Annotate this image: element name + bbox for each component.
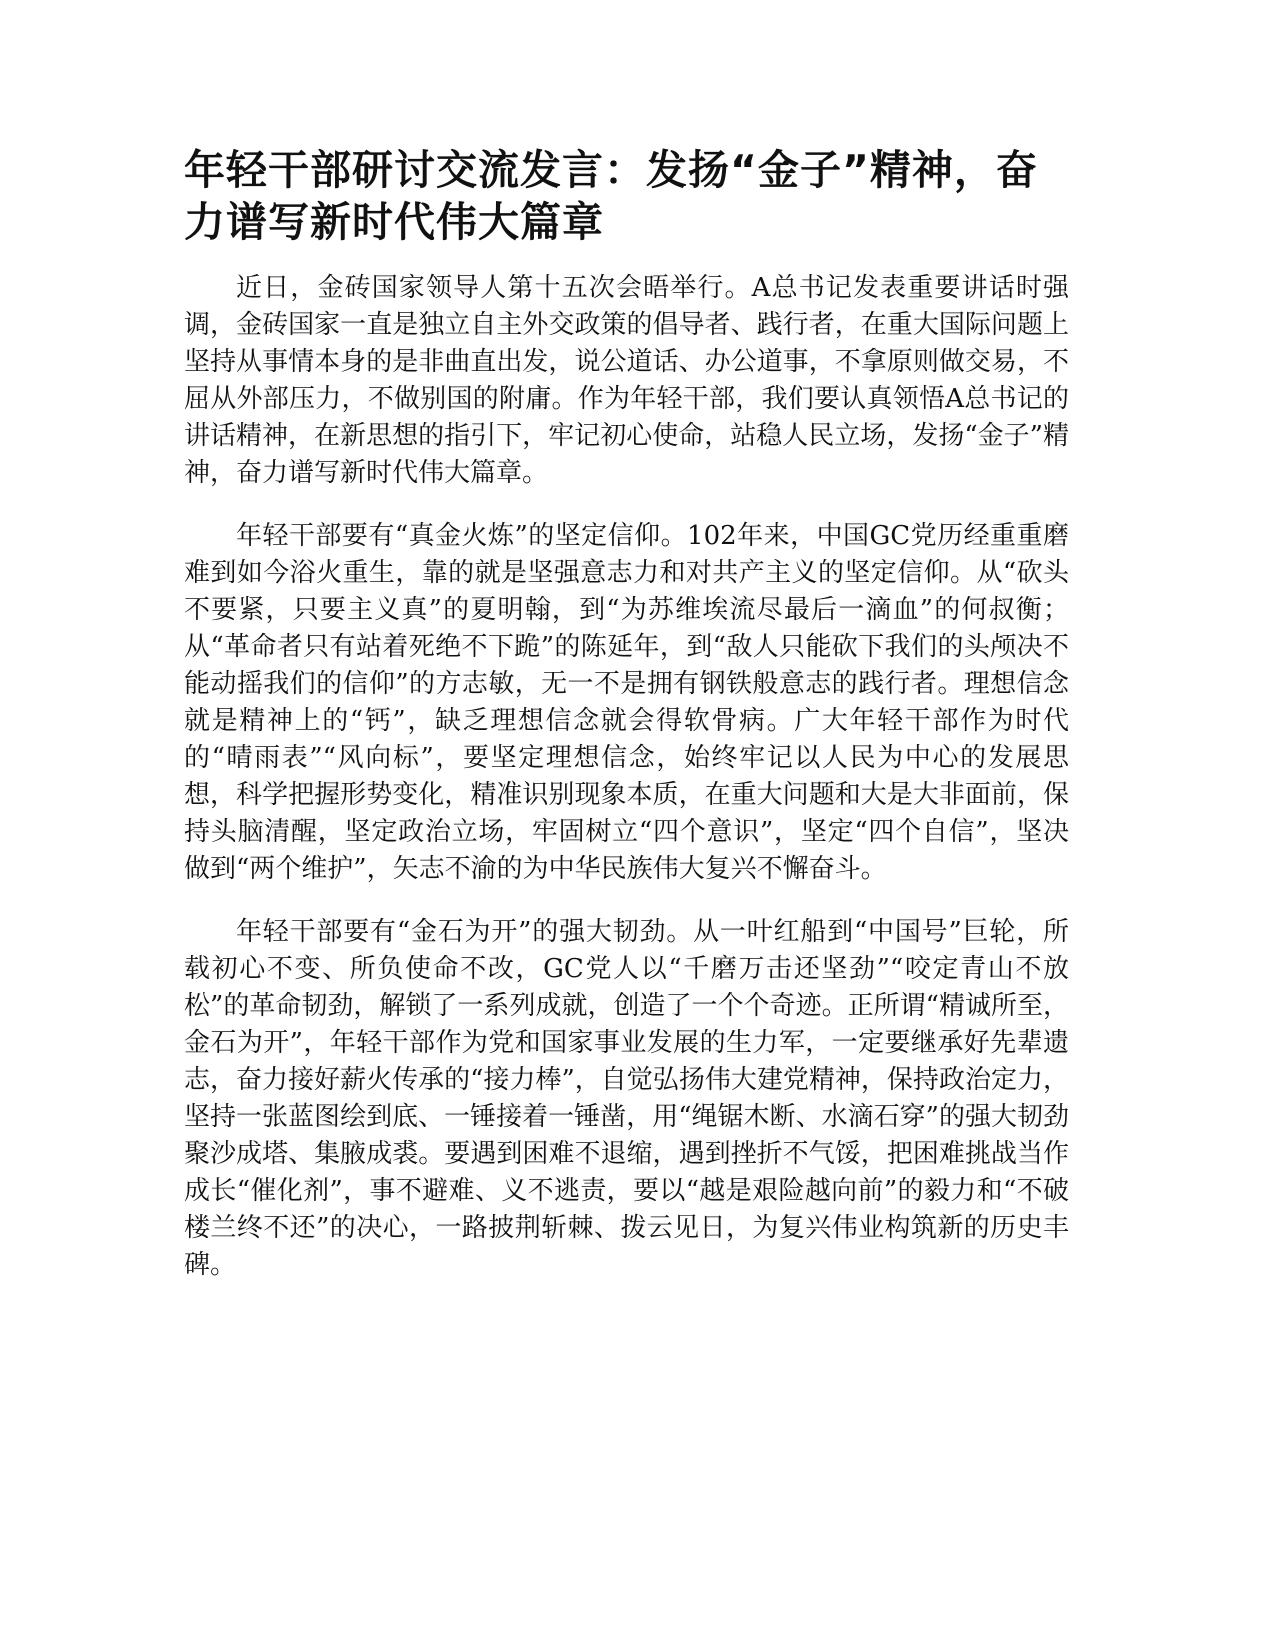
- document-body: [184, 270, 1069, 1284]
- paragraph-firm-belief: 年轻干部要有“真金火炼”的坚定信仰。102年来，中国GC党历经重重磨难到如今浴火重生，靠的就是坚强意志力和对共产主义的坚定信仰。从“砍头不要紧，只要主义真”的夏明翰，到“为苏维埃流尽最后一滴血”的何叔衡；从“革命者只有站着死绝不下跪”的陈延年，到“敌人只能砍下我们的头颅决不能动摇我们的信仰”的方志敏，无一不是拥有钢铁般意志的践行者。理想信念就是精神上的“钙”，缺乏理想信念就会得软骨病。广大年轻干部作为时代的“晴雨表”“风向标”，要坚定理想信念，始终牢记以人民为中心的发展思想，科学把握形势变化，精准识别现象本质，在重大问题和大是大非面前，保持头脑清醒，坚定政治立场，牢固树立“四个意识”，坚定“四个自信”，坚决做到“两个维护”，矢志不渝的为中华民族伟大复兴不懈奋斗。: [184, 521, 1069, 884]
- paragraph-intro: 近日，金砖国家领导人第十五次会晤举行。A总书记发表重要讲话时强调，金砖国家一直是独立自主外交政策的倡导者、践行者，在重大国际问题上坚持从事情本身的是非曲直出发，说公道话、办公道事，不拿原则做交易，不屈从外部压力，不做别国的附庸。作为年轻干部，我们要认真领悟A总书记的讲话精神，在新思想的指引下，牢记初心使命，站稳人民立场，发扬“金子”精神，奋力谱写新时代伟大篇章。: [184, 273, 1069, 488]
- document-content: [184, 144, 1069, 1310]
- document-title: 年轻干部研讨交流发言：发扬“金子”精神，奋力谱写新时代伟大篇章: [184, 146, 1038, 246]
- paragraph-perseverance: 年轻干部要有“金石为开”的强大韧劲。从一叶红船到“中国号”巨轮，所载初心不变、所负使命不改，GC党人以“千磨万击还坚劲”“咬定青山不放松”的革命韧劲，解锁了一系列成就，创造了一个个奇迹。正所谓“精诚所至，金石为开”，年轻干部作为党和国家事业发展的生力军，一定要继承好先辈遗志，奋力接好薪火传承的“接力棒”，自觉弘扬伟大建党精神，保持政治定力，坚持一张蓝图绘到底、一锤接着一锤凿，用“绳锯木断、水滴石穿”的强大韧劲聚沙成塔、集腋成裘。要遇到困难不退缩，遇到挫折不气馁，把困难挑战当作成长“催化剂”，事不避难、义不逃责，要以“越是艰险越向前”的毅力和“不破楼兰终不还”的决心，一路披荆斩棘、拨云见日，为复兴伟业构筑新的历史丰碑。: [184, 917, 1069, 1280]
